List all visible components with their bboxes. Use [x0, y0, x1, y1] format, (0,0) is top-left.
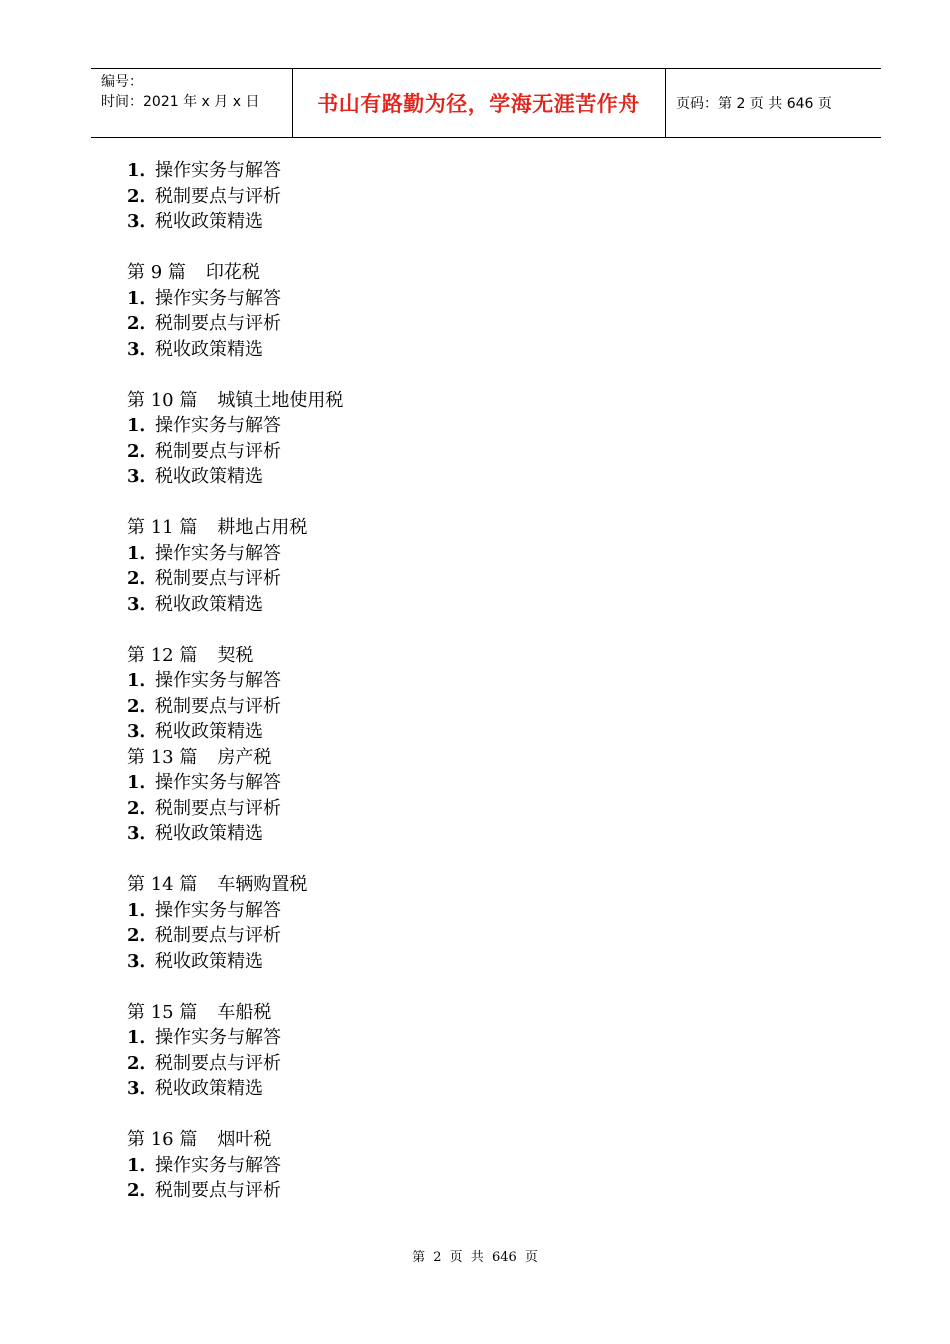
toc-section-name: 烟叶税: [217, 1129, 272, 1150]
toc-section-title: [127, 872, 343, 898]
toc-section-title: [127, 388, 343, 414]
toc-section-title: [127, 260, 343, 286]
page-footer: [0, 1246, 950, 1265]
header-meta-cell: [91, 69, 293, 137]
toc-spacer: [127, 362, 343, 388]
toc-section-label: 第 14 篇: [127, 874, 198, 895]
toc-item: [127, 1051, 343, 1077]
toc-item: [127, 898, 343, 924]
toc-item-text: 税制要点与评析: [155, 185, 281, 207]
toc-section-title: [127, 1127, 343, 1153]
footer-part: 共: [470, 1250, 484, 1265]
toc-item-number: 1．: [127, 1027, 158, 1048]
toc-item-number: 2．: [127, 925, 158, 946]
toc-item-number: 1．: [127, 415, 158, 436]
toc-item: [127, 719, 343, 745]
toc-item: [127, 464, 343, 490]
toc-item-text: 操作实务与解答: [155, 415, 281, 436]
toc-item-number: 1．: [127, 160, 158, 181]
toc-item-number: 2．: [127, 568, 158, 589]
toc-item-text: 税制要点与评析: [155, 313, 281, 334]
toc-section-title: [127, 745, 343, 771]
toc-section-label: 第 12 篇: [127, 644, 198, 666]
table-of-contents: [127, 158, 343, 1204]
header-number-label: 编号：: [101, 74, 143, 90]
toc-item: [127, 311, 343, 337]
toc-section-title: [127, 515, 343, 541]
toc-section-label: 第 9 篇: [127, 262, 186, 283]
header-page-cell: [666, 69, 881, 137]
toc-item-number: 2．: [127, 1052, 158, 1074]
header-page-code: 页码：第 2 页 共 646 页: [676, 96, 832, 112]
toc-item-number: 2．: [127, 1180, 158, 1201]
toc-spacer: [127, 1102, 343, 1128]
toc-item-text: 税收政策精选: [155, 823, 263, 844]
header-time-label: 时间：2021 年 x 月 x 日: [101, 94, 260, 110]
toc-item-text: 税制要点与评析: [155, 925, 281, 946]
toc-item-text: 税制要点与评析: [155, 797, 281, 819]
toc-item-number: 3．: [127, 950, 158, 972]
toc-item: [127, 1025, 343, 1051]
toc-item: [127, 413, 343, 439]
toc-item-text: 税制要点与评析: [155, 695, 281, 717]
toc-item-text: 税收政策精选: [155, 1078, 263, 1099]
toc-item: [127, 694, 343, 720]
toc-item: [127, 592, 343, 618]
toc-item-number: 1．: [127, 1154, 158, 1176]
toc-item-text: 操作实务与解答: [155, 160, 281, 181]
footer-part: 页: [524, 1250, 538, 1265]
toc-item-text: 操作实务与解答: [155, 670, 281, 691]
footer-part: 页: [449, 1250, 463, 1265]
page-header: [91, 68, 881, 138]
toc-item-text: 操作实务与解答: [155, 772, 281, 793]
toc-section-name: 印花税: [205, 262, 260, 283]
toc-item-number: 2．: [127, 185, 158, 207]
toc-item-text: 税制要点与评析: [155, 568, 281, 589]
toc-item: [127, 923, 343, 949]
header-motto-cell: [292, 69, 666, 137]
toc-item-number: 1．: [127, 287, 158, 309]
toc-item: [127, 209, 343, 235]
toc-item-number: 2．: [127, 695, 158, 717]
footer-part: 第: [412, 1250, 426, 1265]
header-motto: 书山有路勤为径，学海无涯苦作舟: [317, 92, 640, 116]
toc-item: [127, 1153, 343, 1179]
toc-item: [127, 949, 343, 975]
toc-item: [127, 158, 343, 184]
toc-item-number: 3．: [127, 593, 158, 615]
toc-item-text: 税收政策精选: [155, 338, 263, 360]
toc-item-text: 操作实务与解答: [155, 1154, 281, 1176]
toc-item-text: 税制要点与评析: [155, 1180, 281, 1201]
toc-spacer: [127, 847, 343, 873]
toc-item-number: 2．: [127, 440, 158, 462]
toc-item-text: 税收政策精选: [155, 950, 263, 972]
toc-item: [127, 184, 343, 210]
toc-section-label: 第 16 篇: [127, 1129, 198, 1150]
toc-item-text: 税收政策精选: [155, 593, 263, 615]
toc-item-text: 操作实务与解答: [155, 287, 281, 309]
toc-section-label: 第 10 篇: [127, 389, 198, 411]
toc-item-number: 3．: [127, 1078, 158, 1099]
toc-section-name: 车辆购置税: [217, 874, 308, 895]
toc-item-text: 税收政策精选: [155, 211, 263, 232]
toc-item-number: 3．: [127, 466, 158, 487]
toc-section-name: 车船税: [217, 1001, 272, 1023]
toc-item: [127, 770, 343, 796]
toc-item-text: 操作实务与解答: [155, 1027, 281, 1048]
toc-item-text: 操作实务与解答: [155, 899, 281, 921]
toc-spacer: [127, 617, 343, 643]
footer-part: 2: [433, 1250, 442, 1265]
toc-item-text: 税制要点与评析: [155, 1052, 281, 1074]
toc-spacer: [127, 235, 343, 261]
toc-section-title: [127, 1000, 343, 1026]
toc-item-number: 3．: [127, 721, 158, 742]
toc-item-number: 3．: [127, 823, 158, 844]
toc-item: [127, 566, 343, 592]
toc-item-number: 1．: [127, 670, 158, 691]
toc-item-text: 税制要点与评析: [155, 440, 281, 462]
toc-item-number: 3．: [127, 338, 158, 360]
toc-item: [127, 1178, 343, 1204]
toc-item-number: 2．: [127, 313, 158, 334]
toc-item: [127, 821, 343, 847]
toc-section-label: 第 13 篇: [127, 746, 198, 768]
toc-item: [127, 1076, 343, 1102]
toc-section-name: 耕地占用税: [217, 517, 308, 538]
toc-section-name: 契税: [217, 644, 254, 666]
toc-item-number: 1．: [127, 772, 158, 793]
toc-item-number: 3．: [127, 211, 158, 232]
toc-spacer: [127, 490, 343, 516]
toc-item-text: 税收政策精选: [155, 466, 263, 487]
toc-item-number: 1．: [127, 899, 158, 921]
toc-section-title: [127, 643, 343, 669]
toc-item: [127, 439, 343, 465]
toc-item: [127, 796, 343, 822]
toc-item-text: 操作实务与解答: [155, 542, 281, 564]
toc-item: [127, 541, 343, 567]
toc-section-label: 第 15 篇: [127, 1001, 198, 1023]
toc-section-name: 城镇土地使用税: [217, 389, 344, 411]
toc-spacer: [127, 974, 343, 1000]
footer-part: 646: [491, 1250, 517, 1265]
toc-item: [127, 286, 343, 312]
toc-item-text: 税收政策精选: [155, 721, 263, 742]
toc-section-label: 第 11 篇: [127, 517, 198, 538]
toc-section-name: 房产税: [217, 746, 272, 768]
toc-item: [127, 668, 343, 694]
toc-item: [127, 337, 343, 363]
toc-item-number: 1．: [127, 542, 158, 564]
toc-item-number: 2．: [127, 797, 158, 819]
